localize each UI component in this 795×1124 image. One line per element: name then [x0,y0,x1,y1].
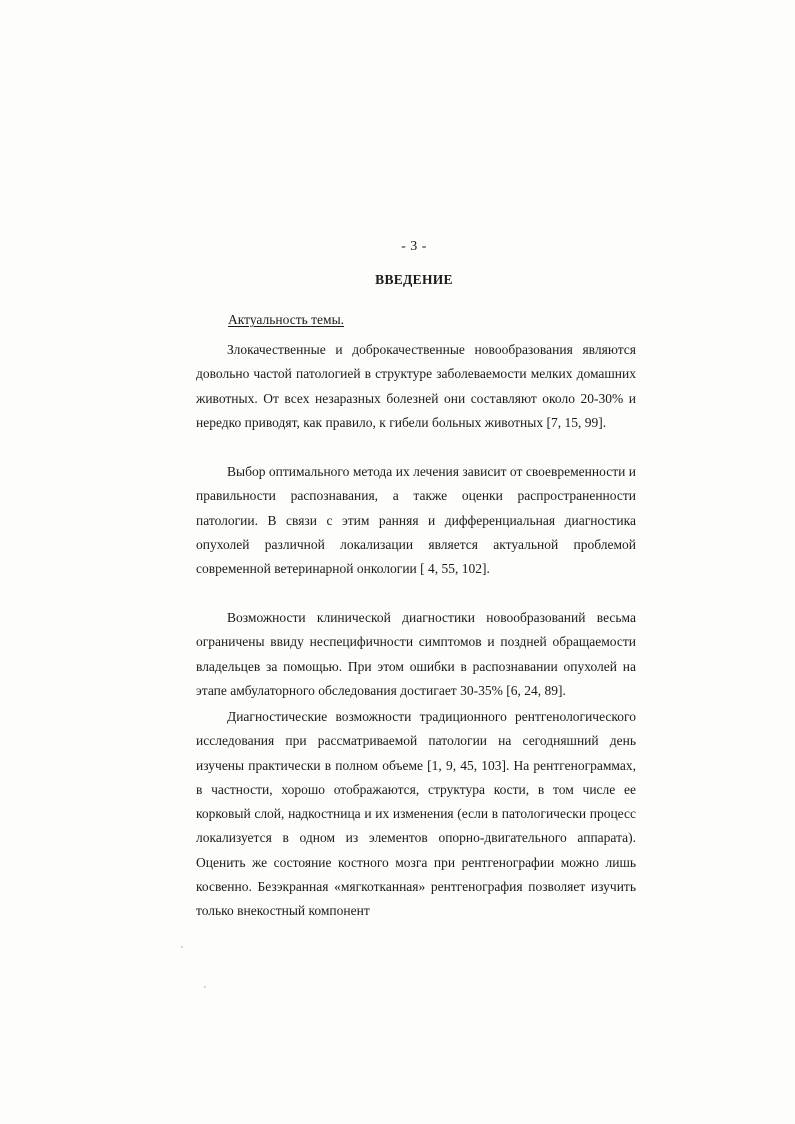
paragraph-3: Возможности клинической диагностики новообразований весьма ограничены ввиду неспецифичности симптомов и поздней обращаемости владельцев за помощью. При этом ошибки в распознавании опухолей на этапе амбулаторного обследования достигает 30-35% [6, 24, 89]. [196,610,636,698]
scan-artifact [204,986,206,988]
paragraph-4: Диагностические возможности традиционного рентгенологического исследования при рассматриваемой патологии на сегодняшний день изучены практически в полном объеме [1, 9, 45, 103]. На рентгенограммах, в частности, хорошо отображаются, структура кости, в том числе ее корковый слой, надкостница и их изменения (если в патологически процесс локализуется в одном из элементов опорно-двигательного аппарата). Оценить же состояние костного мозга при рентгенографии можно лишь косвенно. Безэкранная «мягкотканная» рентгенография позволяет изучить только внекостный компонент [196,709,636,919]
page-number: - 3 - [401,239,427,254]
paragraph-1: Злокачественные и доброкачественные новообразования являются довольно частой патологией в структуре заболеваемости мелких домашних животных. От всех незаразных болезней они составляют около 20-30% и нередко приводят, как правило, к гибели больных животных [7, 15, 99]. [196,342,636,430]
page-title: ВВЕДЕНИЕ [375,272,453,287]
paragraph-2: Выбор оптимального метода их лечения зависит от своевременности и правильности распознавания, а также оценки распространенности патологии. В связи с этим ранняя и дифференциальная диагностика опухолей различной локализации является актуальной проблемой современной ветеринарной онкологии [ 4, 55, 102]. [196,464,636,577]
section-heading: Актуальность темы. [228,312,345,327]
scan-artifact [181,946,183,948]
